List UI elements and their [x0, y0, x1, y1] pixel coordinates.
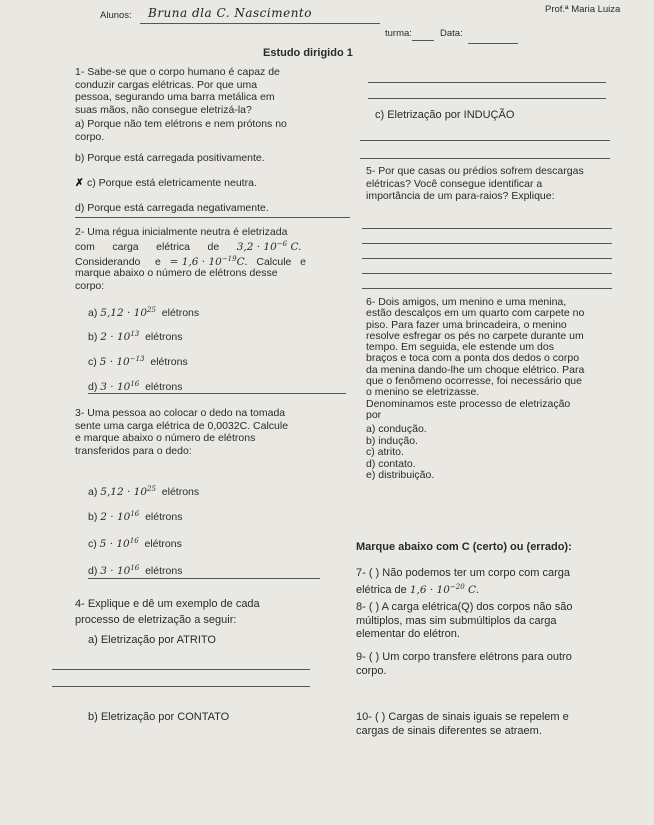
q6-stem: 6- Dois amigos, um menino e uma menina, estão descalços em um quarto com carpete no piso. Para fazer uma brincadeira, o menino resolve esfregar os pés no carpete durante um tempo. Em seguida, ele estende um dos braços e toca com a ponta dos dedos o corpo da menina dando-lhe um choque elétrico. Para que o fenômeno ocorresse, foi necessário que o menino se eletrizasse. Denominamos este processo de eletrização por — [366, 296, 585, 421]
q9: 9- ( ) Um corpo transfere elétrons para outro corpo. — [356, 651, 572, 677]
q1-option-d: d) Porque está carregada negativamente. — [75, 202, 269, 214]
q1-option-c: ✗ c) Porque está eletricamente neutra. — [75, 177, 257, 189]
q4a-answer-line-2 — [52, 686, 310, 687]
q2-option-d: d) $3 \cdot 10^{16}$ elétrons — [88, 380, 183, 393]
q5-stem: 5- Por que casas ou prédios sofrem descargas elétricas? Você consegue identificar a importância de um para-raios? Explique: — [366, 165, 584, 202]
data-label: Data: — [440, 28, 463, 39]
data-line — [468, 43, 518, 44]
answer-line-r3 — [360, 140, 610, 141]
q4-item-a: a) Eletrização por ATRITO — [88, 634, 216, 646]
q3-option-a: a) $5,12 \cdot 10^{25}$ elétrons — [88, 485, 200, 498]
turma-line — [412, 40, 434, 41]
turma-label: turma: — [385, 28, 412, 39]
q4a-answer-line-1 — [52, 669, 310, 670]
q1-underline — [75, 217, 350, 218]
q7: 7- ( ) Não podemos ter um corpo com carga elétrica de $1,6 \cdot 10^{-20}$ C. — [356, 567, 570, 596]
q3-option-c: c) $5 \cdot 10^{16}$ elétrons — [88, 537, 182, 550]
q5-answer-line-2 — [362, 243, 612, 244]
q6-option-a: a) condução. — [366, 423, 427, 435]
q2-option-b: b) $2 \cdot 10^{13}$ elétrons — [88, 330, 183, 343]
teacher-name: Prof.ª Maria Luiza — [545, 4, 621, 15]
q5-answer-line-4 — [362, 273, 612, 274]
q10: 10- ( ) Cargas de sinais iguais se repelem e cargas de sinais diferentes se atraem. — [356, 711, 569, 737]
q3-stem: 3- Uma pessoa ao colocar o dedo na tomada sente uma carga elétrica de 0,0032C. Calcule e marque abaixo o número de elétrons transferidos para o dedo: — [75, 407, 289, 457]
q2-stem2: marque abaixo o número de elétrons desse corpo: — [75, 267, 278, 292]
aluno-line — [140, 23, 380, 24]
q2-option-c: c) $5 \cdot 10^{-13}$ elétrons — [88, 355, 188, 368]
tf-heading: Marque abaixo com C (certo) ou (errado): — [356, 541, 572, 553]
q4-item-b: b) Eletrização por CONTATO — [88, 711, 230, 723]
answer-line-r4 — [360, 158, 610, 159]
q8: 8- ( ) A carga elétrica(Q) dos corpos não são múltiplos, mas sim submúltiplos da carga elementar do elétron. — [356, 601, 573, 640]
answer-line-r1 — [368, 82, 606, 83]
q3-option-b: b) $2 \cdot 10^{16}$ elétrons — [88, 510, 183, 523]
q2-consider: Considerando e = $1,6 \cdot 10^{-19}C$. Calcule e — [75, 255, 306, 268]
q6-option-b: b) indução. — [366, 434, 418, 447]
aluno-name-handwritten: Bruna dla C. Nascimento — [148, 6, 312, 20]
q2-underline — [88, 393, 346, 394]
q2-line2: com carga elétrica de $3,2 \cdot 10^{-6}$ C. — [75, 240, 302, 253]
q6-option-c: c) atrito. — [366, 446, 404, 458]
q6-option-e: e) distribuição. — [366, 469, 435, 481]
q1-stem: 1- Sabe-se que o corpo humano é capaz de conduzir cargas elétricas. Por que uma pessoa, segurando uma barra metálica em suas mãos, não consegue eletrizá-la? — [75, 66, 280, 116]
q4-item-c: c) Eletrização por INDUÇÃO — [375, 109, 515, 121]
answer-line-r2 — [368, 98, 606, 99]
q3-underline — [88, 578, 320, 579]
aluno-label: Alunos: — [100, 10, 132, 21]
page-title: Estudo dirigido 1 — [263, 47, 353, 59]
q6-options — [366, 424, 434, 482]
q2-option-a: a) $5,12 \cdot 10^{25}$ elétrons — [88, 306, 200, 319]
q5-answer-line-5 — [362, 288, 612, 289]
q5-answer-line-3 — [362, 258, 612, 259]
q2-stem: 2- Uma régua inicialmente neutra é eletrizada — [75, 226, 288, 238]
q5-answer-line-1 — [362, 228, 612, 229]
q1-option-b: b) Porque está carregada positivamente. — [75, 152, 265, 164]
q3-option-d: d) $3 \cdot 10^{16}$ elétrons — [88, 564, 183, 577]
q6-option-d: d) contato. — [366, 457, 416, 470]
q4-stem: 4- Explique e dê um exemplo de cada processo de eletrização a seguir: — [75, 598, 260, 626]
q1-option-a: a) Porque não tem elétrons e nem prótons no corpo. — [75, 118, 287, 143]
